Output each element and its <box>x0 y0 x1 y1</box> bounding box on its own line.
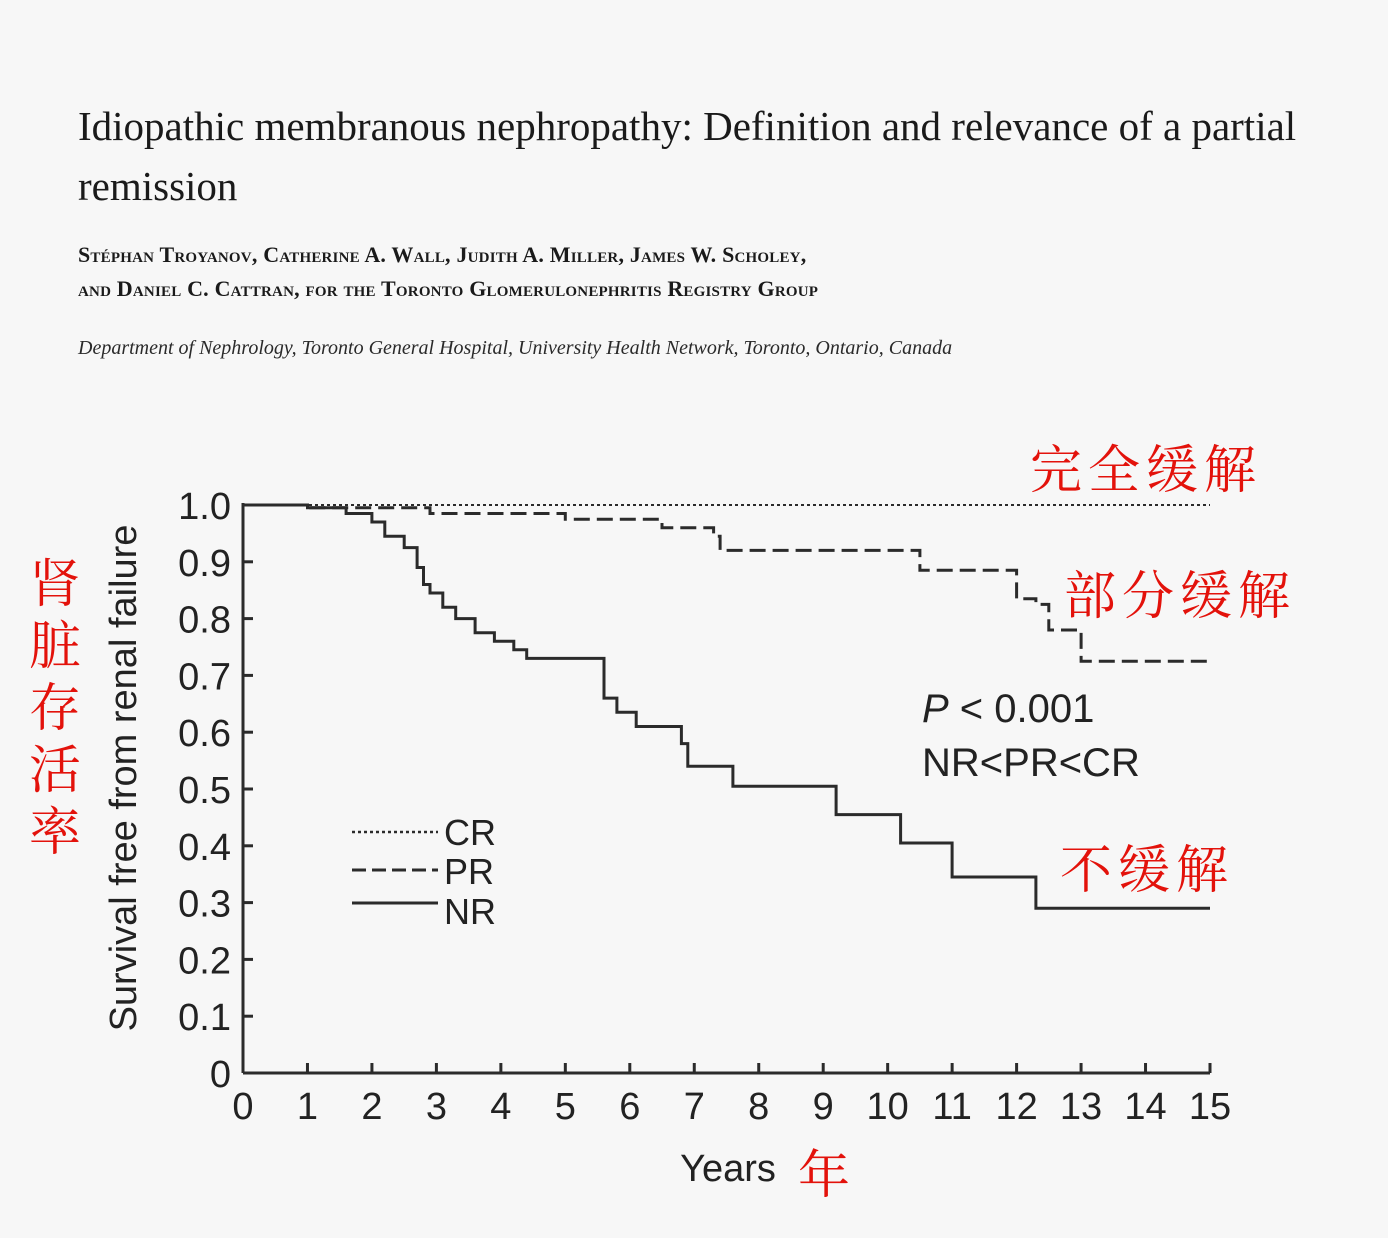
authors-line-2: and Daniel C. Cattran, for the Toronto Glomerulonephritis Registry Group <box>78 276 819 301</box>
x-tick-label: 6 <box>619 1086 641 1128</box>
x-tick-label: 10 <box>866 1086 909 1128</box>
x-tick-label: 11 <box>932 1086 972 1128</box>
y-tick-label: 0.1 <box>178 997 231 1040</box>
x-tick-label: 8 <box>748 1086 770 1128</box>
affiliation: Department of Nephrology, Toronto General Hospital, University Health Network, Toronto, Ontario, Canada <box>78 337 953 359</box>
x-tick-label: 7 <box>683 1086 705 1128</box>
x-tick-label: 14 <box>1124 1086 1167 1128</box>
y-tick-label: 0.5 <box>178 770 231 812</box>
y-tick-label: 1.0 <box>178 486 231 528</box>
authors-line-1: Stéphan Troyanov, Catherine A. Wall, Judith A. Miller, James W. Scholey, <box>78 242 807 267</box>
x-tick-label: 4 <box>490 1086 512 1128</box>
x-tick-label: 1 <box>296 1086 319 1128</box>
y-tick-label: 0 <box>209 1054 231 1096</box>
y-tick-label: 0.2 <box>178 940 231 983</box>
y-axis-cn-char: 脏 <box>28 617 82 677</box>
y-tick-label: 0.3 <box>178 883 231 926</box>
x-tick-label: 13 <box>1059 1086 1103 1128</box>
legend-label-nr: NR <box>444 891 496 932</box>
p-value <box>922 687 1094 731</box>
x-axis-title: Years <box>680 1148 776 1190</box>
x-tick-label: 15 <box>1188 1086 1232 1128</box>
y-tick-label: 0.9 <box>178 542 231 585</box>
y-axis-cn-char: 存 <box>28 679 82 739</box>
legend-label-cr: CR <box>444 812 496 853</box>
y-axis-cn-char: 肾 <box>28 555 82 615</box>
x-tick-label: 2 <box>361 1086 383 1128</box>
x-axis-cn-label: 年 <box>798 1146 851 1206</box>
x-tick-label: 3 <box>425 1086 447 1128</box>
y-tick-label: 0.7 <box>178 656 231 699</box>
y-axis-cn-char: 率 <box>28 803 82 863</box>
x-tick-label: 12 <box>995 1086 1038 1128</box>
p-symbol: P <box>922 687 949 731</box>
paper-title: Idiopathic membranous nephropathy: Definition and relevance of a partial remission <box>78 103 1297 209</box>
order-annotation: NR<PR<CR <box>922 741 1140 785</box>
cr-cn-label: 完全缓解 <box>1030 441 1263 501</box>
p-value-text: < 0.001 <box>948 687 1095 731</box>
y-tick-label: 0.8 <box>178 599 231 642</box>
legend <box>352 812 496 932</box>
y-axis-cn-char: 活 <box>28 741 82 801</box>
y-tick-label: 0.4 <box>178 826 231 869</box>
y-tick-label: 0.6 <box>178 713 231 756</box>
legend-label-pr: PR <box>444 851 495 892</box>
y-axis-title: Survival free from renal failure <box>103 524 145 1032</box>
x-tick-label: 9 <box>812 1086 834 1128</box>
y-axis-cn-label <box>29 555 81 863</box>
x-tick-label: 5 <box>554 1086 576 1128</box>
pr-cn-label: 部分缓解 <box>1064 567 1297 627</box>
nr-cn-label: 不缓解 <box>1060 841 1235 901</box>
x-tick-label: 0 <box>232 1086 254 1128</box>
